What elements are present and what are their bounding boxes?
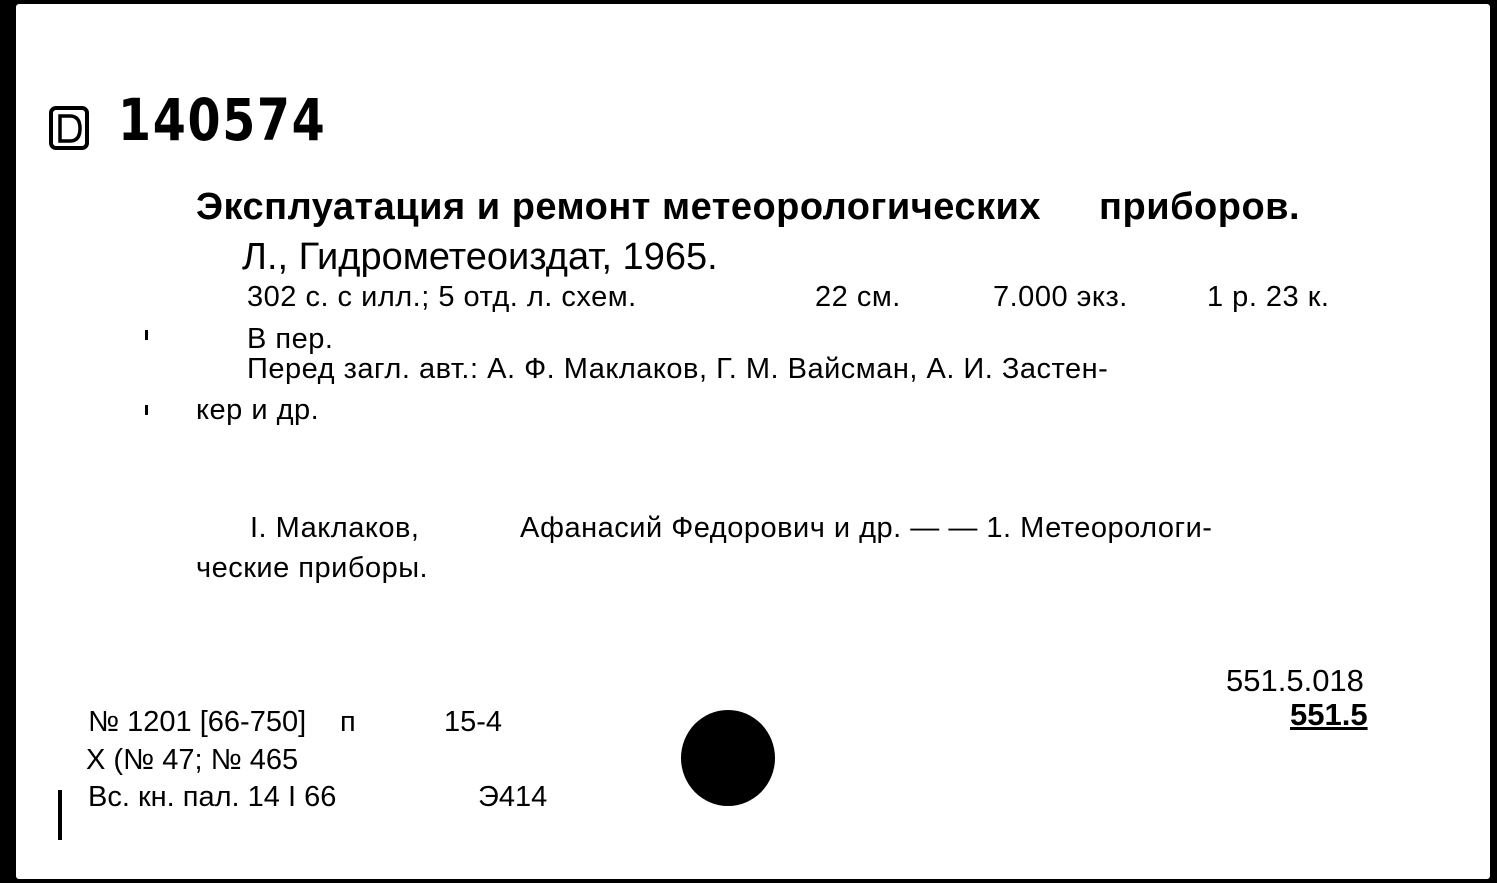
book-title — [196, 186, 1300, 229]
edge-mark — [145, 330, 148, 340]
service-line-2: X (№ 47; № 465 — [86, 744, 299, 776]
collation-price: 1 р. 23 к. — [1207, 281, 1330, 313]
title-word-5: приборов. — [1099, 186, 1301, 228]
collation-size: 22 см. — [815, 281, 901, 313]
collation-copies: 7.000 экз. — [993, 281, 1128, 313]
authors-note-line-2: кер и др. — [196, 394, 320, 426]
binding-note: В пер. — [247, 323, 334, 355]
letter-d-stamp-icon — [48, 104, 92, 152]
punch-hole — [681, 710, 775, 806]
authors-note-line-1: Перед загл. авт.: А. Ф. Маклаков, Г. М. Вайсман, А. И. Застен- — [247, 353, 1109, 385]
tracing-subject-line-2: ческие приборы. — [196, 552, 429, 584]
title-word-3: ремонт — [511, 186, 651, 228]
service-code: 15-4 — [444, 706, 503, 738]
title-word-4: метеорологических — [661, 186, 1042, 228]
service-letter: п — [340, 706, 356, 738]
imprint: Л., Гидрометеоиздат, 1965. — [242, 236, 718, 278]
order-code: Э414 — [478, 781, 548, 813]
service-number: № 1201 [66-750] — [88, 706, 307, 738]
udc-code-short: 551.5 — [1290, 697, 1368, 732]
edge-mark — [145, 405, 148, 415]
catalog-number: 140574 — [118, 86, 327, 154]
tracing-subject-line-1: Афанасий Федорович и др. — — 1. Метеорологи- — [520, 512, 1213, 544]
tracing-author: I. Маклаков, — [250, 512, 420, 544]
collation-pages: 302 с. с илл.; 5 отд. л. схем. — [247, 281, 637, 313]
udc-code: 551.5.018 — [1226, 663, 1364, 698]
title-word-2: и — [476, 186, 501, 228]
edge-mark — [58, 790, 62, 840]
chamber-date: Вс. кн. пал. 14 I 66 — [88, 781, 337, 813]
title-word-1: Эксплуатация — [196, 186, 466, 228]
